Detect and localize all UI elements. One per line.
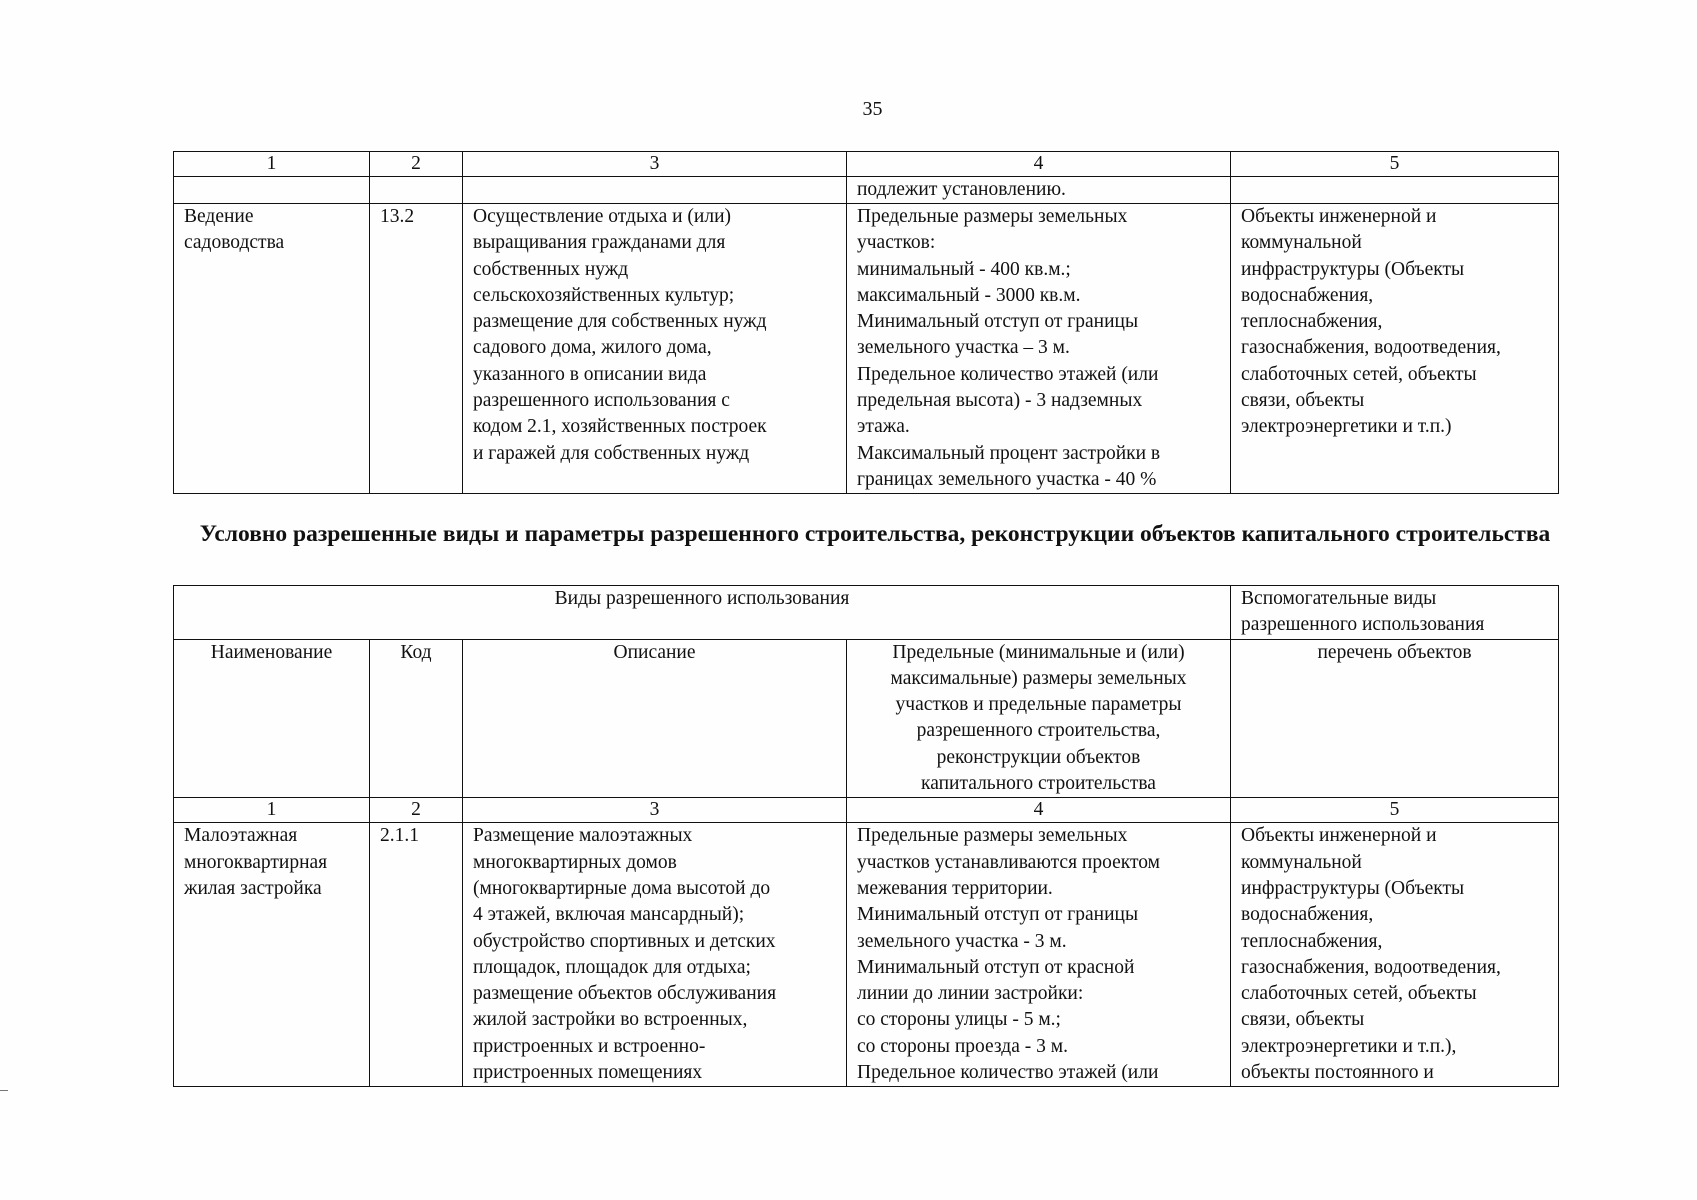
continuation-row <box>174 177 1559 204</box>
use-code-cell: 2.1.1 <box>370 823 463 1087</box>
table-row <box>174 204 1559 494</box>
use-description-cell: Размещение малоэтажных многоквартирных домов (многоквартирные дома высотой до 4 этажей, включая мансардный); обустройство спортивных и детских площадок, площадок для отдыха; размещение объектов обслуживания жилой застройки во встроенных, пристроенных и встроенно- пристроенных помещениях <box>463 823 847 1087</box>
header-objects-cell: перечень объектов <box>1231 639 1559 798</box>
column-number-row <box>174 798 1559 823</box>
empty-cell <box>174 177 370 204</box>
continuation-text: подлежит установлению. <box>847 177 1231 204</box>
empty-cell <box>463 177 847 204</box>
use-parameters-cell: Предельные размеры земельных участков устанавливаются проектом межевания территории. Минимальный отступ от границы земельного участка - 3 м. Минимальный отступ от красной линии до линии застройки: со стороны улицы - 5 м.; со стороны проезда - 3 м. Предельное количество этажей (или <box>847 823 1231 1087</box>
header-aux-cell: Вспомогательные виды разрешенного использования <box>1231 586 1559 640</box>
header-name-cell: Наименование <box>174 639 370 798</box>
use-parameters-cell: Предельные размеры земельных участков: минимальный - 400 кв.м.; максимальный - 3000 кв.м. Минимальный отступ от границы земельного участка – 3 м. Предельное количество этажей (или предельная высота) - 3 надземных этажа. Максимальный процент застройки в границах земельного участка - 40 % <box>847 204 1231 494</box>
column-number-cell: 5 <box>1231 798 1559 823</box>
header-description-cell: Описание <box>463 639 847 798</box>
column-number-cell: 4 <box>847 798 1231 823</box>
use-code-cell: 13.2 <box>370 204 463 494</box>
bottom-table <box>173 585 1559 1087</box>
use-name-cell: Ведение садоводства <box>174 204 370 494</box>
column-number-cell: 3 <box>463 798 847 823</box>
column-number-cell: 1 <box>174 152 370 177</box>
column-number-cell: 1 <box>174 798 370 823</box>
header-group-cell: Виды разрешенного использования <box>174 586 1231 640</box>
use-name-cell: Малоэтажная многоквартирная жилая застройка <box>174 823 370 1087</box>
use-description-cell: Осуществление отдыха и (или) выращивания гражданами для собственных нужд сельскохозяйственных культур; размещение для собственных нужд садового дома, жилого дома, указанного в описании вида разрешенного использования с кодом 2.1, хозяйственных построек и гаражей для собственных нужд <box>463 204 847 494</box>
table-row <box>174 823 1559 1087</box>
header-parameters-cell: Предельные (минимальные и (или) максимальные) размеры земельных участков и предельные параметры разрешенного строительства, реконструкции объектов капитального строительства <box>847 639 1231 798</box>
column-number-cell: 2 <box>370 798 463 823</box>
top-table <box>173 151 1559 494</box>
column-number-row <box>174 152 1559 177</box>
column-number-cell: 2 <box>370 152 463 177</box>
page-number: 35 <box>862 98 883 120</box>
header-code-cell: Код <box>370 639 463 798</box>
column-number-cell: 3 <box>463 152 847 177</box>
header-row <box>174 639 1559 798</box>
header-group-row <box>174 586 1559 640</box>
margin-mark <box>0 1090 8 1091</box>
column-number-cell: 4 <box>847 152 1231 177</box>
column-number-cell: 5 <box>1231 152 1559 177</box>
empty-cell <box>370 177 463 204</box>
auxiliary-objects-cell: Объекты инженерной и коммунальной инфраструктуры (Объекты водоснабжения, теплоснабжения, газоснабжения, водоотведения, слаботочных сетей, объекты связи, объекты электроэнергетики и т.п.) <box>1231 204 1559 494</box>
empty-cell <box>1231 177 1559 204</box>
auxiliary-objects-cell: Объекты инженерной и коммунальной инфраструктуры (Объекты водоснабжения, теплоснабжения, газоснабжения, водоотведения, слаботочных сетей, объекты связи, объекты электроэнергетики и т.п.), объекты постоянного и <box>1231 823 1559 1087</box>
section-title: Условно разрешенные виды и параметры разрешенного строительства, реконструкции объектов капитального строительства <box>199 521 1551 547</box>
